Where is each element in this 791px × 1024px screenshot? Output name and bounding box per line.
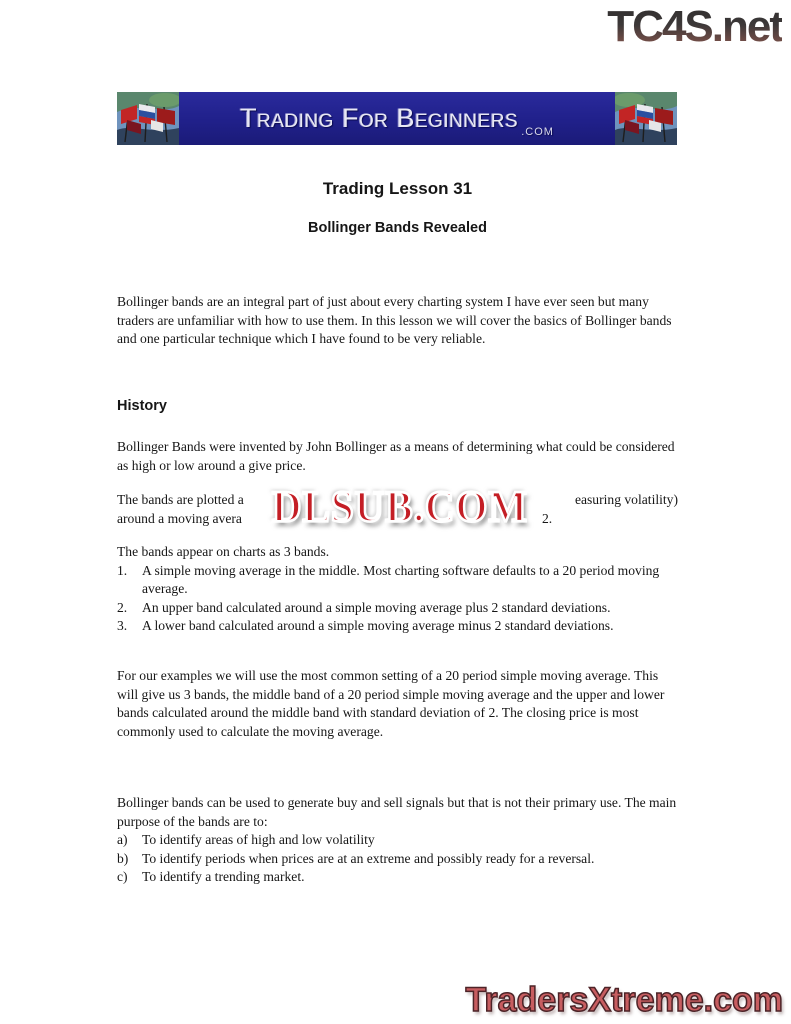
list-item-text: A simple moving average in the middle. Most charting software defaults to a 20 period moving average.	[142, 562, 660, 596]
tradersxtreme-watermark: TradersXtreme.com	[465, 981, 783, 1019]
list-item	[117, 850, 678, 869]
list-item	[117, 599, 678, 618]
history-paragraph: Bollinger Bands were invented by John Bollinger as a means of determining what could be considered as high or low around a give price.	[117, 439, 675, 473]
page-subtitle: Bollinger Bands Revealed	[308, 220, 487, 236]
plotted-line1-left-fragment: The bands are plotted a	[117, 492, 244, 507]
list-marker: 2.	[117, 599, 128, 615]
list-marker: 3.	[117, 618, 128, 633]
bands-list-section	[117, 543, 678, 636]
list-item-text: To identify areas of high and low volatility	[142, 832, 375, 847]
page-title: Trading Lesson 31	[322, 179, 473, 198]
bands-list-intro: The bands appear on charts as 3 bands.	[117, 544, 330, 559]
banner-domain-suffix: .COM	[521, 126, 554, 138]
purpose-intro: Bollinger bands can be used to generate buy and sell signals but that is not their primary use. The main purpose of the bands are to:	[117, 795, 677, 829]
examples-paragraph: For our examples we will use the most common setting of a 20 period simple moving average. This will give us 3 bands, the middle band of a 20 period simple moving average and the upper and lower bands calculated around the middle band with standard deviation of 2. The closing price is most commonly used to calculate the moving average.	[117, 668, 665, 739]
flags-left-image	[117, 92, 179, 145]
dlsub-watermark: DLSUB.COM	[271, 481, 529, 531]
intro-paragraph: Bollinger bands are an integral part of just about every charting system I have ever seen but many traders are unfamiliar with how to use them. In this lesson we will cover the basics of Bollinger bands and one particular technique which I have found to be very reliable.	[117, 294, 672, 346]
list-marker: c)	[117, 869, 128, 884]
list-item	[117, 831, 678, 850]
list-marker: a)	[117, 832, 128, 847]
list-marker: b)	[117, 850, 129, 866]
flags-right-image	[615, 92, 677, 145]
list-item-text: An upper band calculated around a simple moving average plus 2 standard deviations.	[142, 599, 611, 615]
plotted-line2-right-fragment: 2.	[542, 510, 553, 526]
banner-title: Trading For Beginners	[240, 103, 519, 133]
list-item-text: To identify periods when prices are at an extreme and possibly ready for a reversal.	[142, 850, 595, 866]
list-item	[117, 562, 678, 599]
purpose-section	[117, 794, 678, 887]
plotted-line1-right-fragment: easuring volatility)	[574, 492, 678, 507]
history-heading: History	[117, 398, 167, 414]
tc4s-watermark: TC4S.net	[607, 2, 782, 51]
list-item-text: A lower band calculated around a simple moving average minus 2 standard deviations.	[142, 618, 614, 633]
list-item	[117, 868, 678, 887]
banner-title-area	[179, 92, 615, 145]
plotted-line2-left-fragment: around a moving avera	[117, 510, 242, 526]
list-item	[117, 617, 678, 636]
list-item-text: To identify a trending market.	[142, 869, 305, 884]
list-marker: 1.	[117, 562, 128, 578]
trading-for-beginners-banner	[117, 92, 677, 145]
